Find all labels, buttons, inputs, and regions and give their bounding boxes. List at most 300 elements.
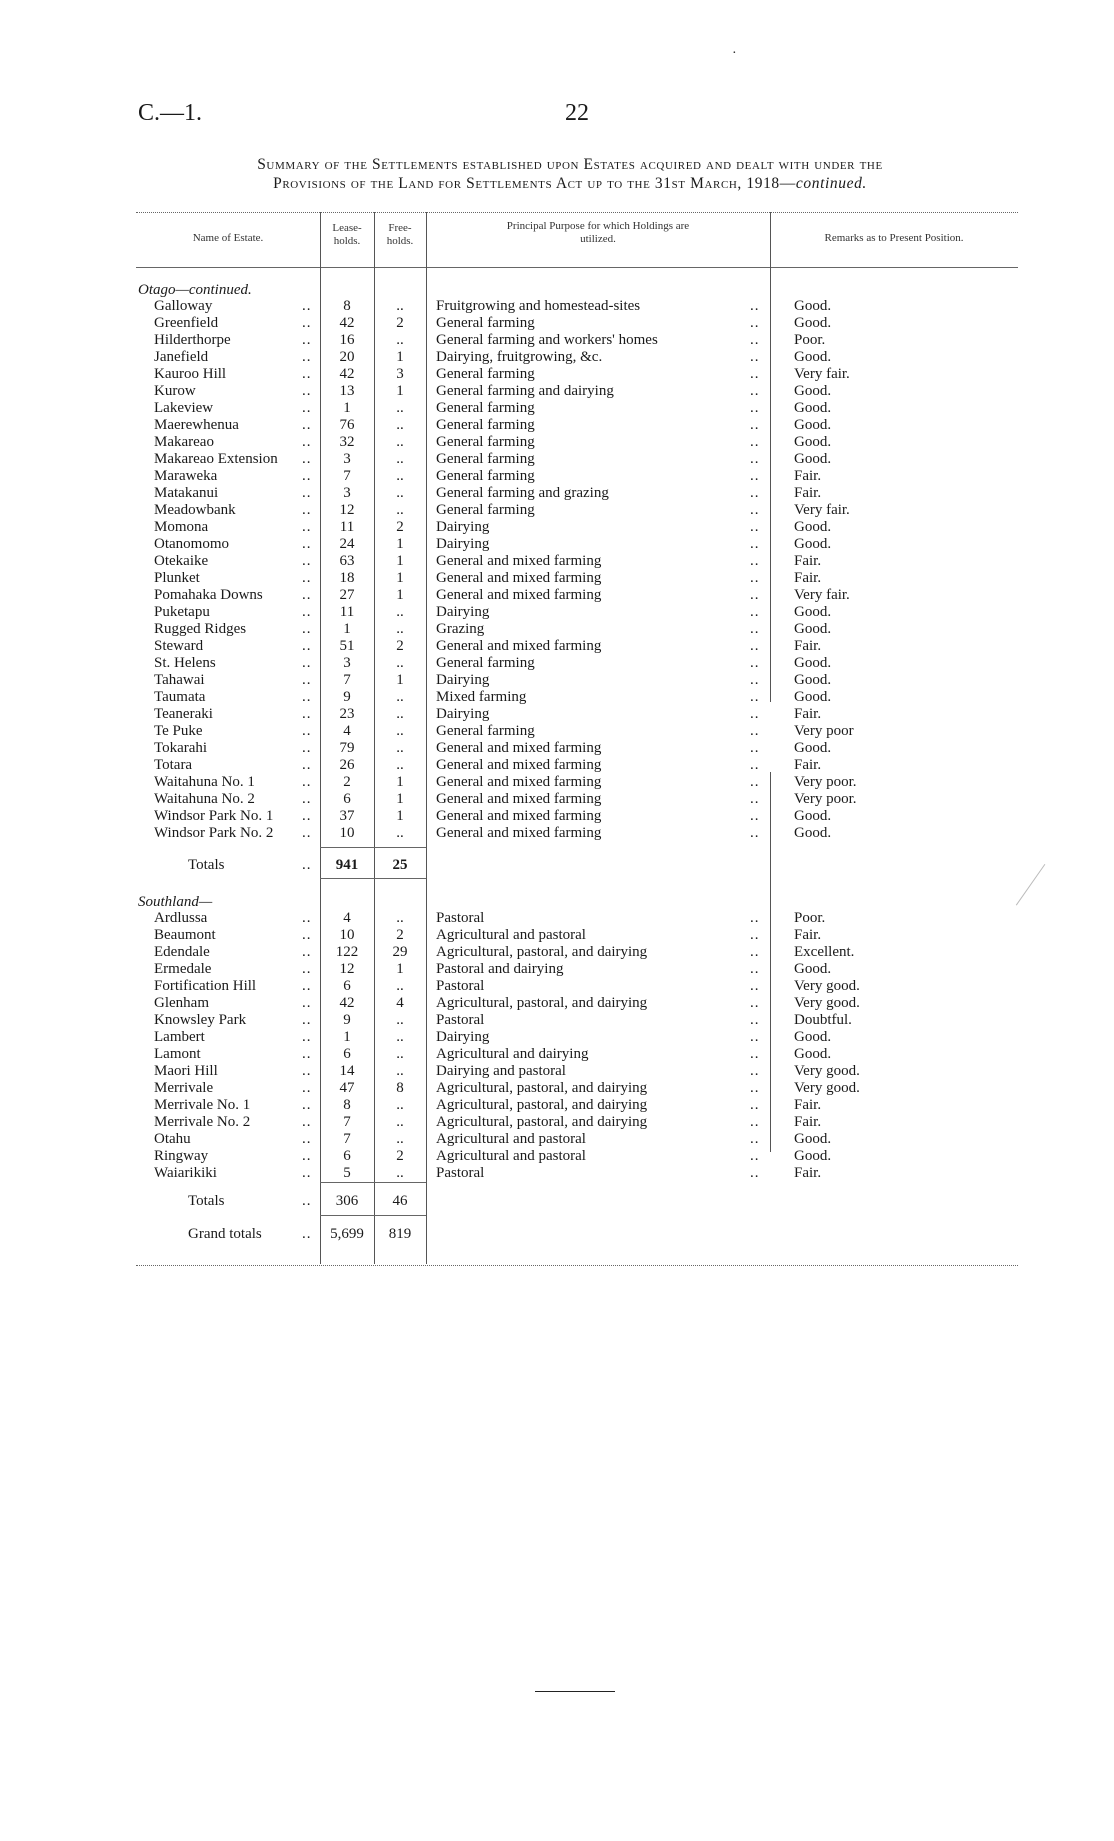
leaseholds-value: 51 [339,638,355,654]
leader-dots: .. [750,332,760,348]
freeholds-value: 1 [396,961,404,977]
leader-dots: .. [302,400,312,416]
freeholds-value: .. [396,485,404,501]
remarks-text: Fair. [794,638,822,654]
purpose-text: General farming [436,400,535,416]
table-row [136,1029,1018,1046]
purpose-text: General and mixed farming [436,638,602,654]
leaseholds-value: 2 [343,774,351,790]
leader-dots: .. [750,961,760,977]
table-row [136,791,1018,808]
freeholds-value: .. [396,502,404,518]
leader-dots: .. [750,638,760,654]
leader-dots: .. [750,553,760,569]
purpose-text: General farming [436,655,535,671]
estate-name: Teaneraki [154,706,213,722]
purpose-text: General and mixed farming [436,825,602,841]
freeholds-value: .. [396,1046,404,1062]
freeholds-value: 1 [396,791,404,807]
leader-dots: .. [750,978,760,994]
document-reference: C.—1. [138,100,203,126]
estate-name: Greenfield [154,315,219,331]
leader-dots: .. [750,791,760,807]
purpose-text: General farming [436,723,535,739]
freeholds-value: 1 [396,349,404,365]
estate-name: Meadowbank [154,502,236,518]
page-number: 22 [565,100,589,126]
leader-dots: .. [750,1148,760,1164]
estate-name: Rugged Ridges [154,621,247,637]
totals-rule [320,1182,426,1183]
table-row [136,587,1018,604]
table-title-line-2: Provisions of the Land for Settlements Act up to the 31st March, 1918—continued. [273,175,867,192]
leader-dots: .. [302,774,312,790]
leader-dots: .. [302,1148,312,1164]
remarks-text: Good. [794,298,832,314]
remarks-text: Good. [794,655,832,671]
purpose-text: Agricultural, pastoral, and dairying [436,1097,648,1113]
totals-rule [320,878,426,879]
purpose-text: General and mixed farming [436,587,602,603]
estate-name: Taumata [154,689,206,705]
leader-dots: .. [302,553,312,569]
totals-label: Totals [188,857,225,873]
leader-dots: .. [750,451,760,467]
remarks-text: Good. [794,400,832,416]
leader-dots: .. [302,1114,312,1130]
leader-dots: .. [750,349,760,365]
leader-dots: .. [750,434,760,450]
leader-dots: .. [302,1063,312,1079]
freeholds-value: 3 [396,366,404,382]
leader-dots: .. [302,808,312,824]
leader-dots: .. [750,995,760,1011]
leaseholds-value: 14 [339,1063,355,1079]
remarks-text: Fair. [794,1165,822,1181]
freeholds-value: .. [396,434,404,450]
leader-dots: .. [750,536,760,552]
table-row [136,1097,1018,1114]
purpose-text: Dairying [436,672,490,688]
freeholds-value: 2 [396,519,404,535]
remarks-text: Good. [794,740,832,756]
leader-dots: .. [302,706,312,722]
stray-pencil-mark [1016,864,1046,906]
leader-dots: .. [302,536,312,552]
freeholds-value: 2 [396,315,404,331]
totals-leaseholds: 306 [335,1193,359,1209]
table-row [136,689,1018,706]
purpose-text: Pastoral and dairying [436,961,564,977]
leader-dots: .. [302,366,312,382]
freeholds-value: .. [396,825,404,841]
leader-dots: .. [302,791,312,807]
remarks-text: Good. [794,621,832,637]
leaseholds-value: 47 [339,1080,355,1096]
table-row [136,366,1018,383]
estate-name: Waitahuna No. 2 [154,791,255,807]
leader-dots: .. [302,604,312,620]
table-row [136,519,1018,536]
leaseholds-value: 79 [339,740,355,756]
leaseholds-value: 5 [343,1165,351,1181]
estate-name: Matakanui [154,485,219,501]
remarks-text: Good. [794,689,832,705]
leader-dots: .. [750,757,760,773]
purpose-text: Mixed farming [436,689,527,705]
estate-name: Totara [154,757,193,773]
purpose-text: Pastoral [436,978,485,994]
totals-leaseholds: 941 [335,857,359,873]
leader-dots: .. [750,1029,760,1045]
remarks-text: Fair. [794,553,822,569]
remarks-text: Very poor [794,723,854,739]
purpose-text: General and mixed farming [436,570,602,586]
leaseholds-value: 10 [339,927,355,943]
remarks-text: Fair. [794,1114,822,1130]
table-row [136,1114,1018,1131]
freeholds-value: 1 [396,536,404,552]
leader-dots: .. [302,570,312,586]
table-row [136,400,1018,417]
leader-dots: .. [750,1114,760,1130]
remarks-text: Good. [794,536,832,552]
leader-dots: .. [302,417,312,433]
leader-dots: .. [750,1080,760,1096]
leader-dots: .. [302,383,312,399]
freeholds-value: 1 [396,587,404,603]
freeholds-value: .. [396,417,404,433]
remarks-text: Good. [794,808,832,824]
purpose-text: Agricultural, pastoral, and dairying [436,995,648,1011]
table-row [136,944,1018,961]
leaseholds-value: 63 [339,553,355,569]
leader-dots: .. [750,1012,760,1028]
table-row [136,1063,1018,1080]
leader-dots: .. [750,1063,760,1079]
leaseholds-value: 4 [343,723,351,739]
table-row [136,927,1018,944]
estate-name: Pomahaka Downs [154,587,263,603]
purpose-text: Dairying [436,1029,490,1045]
table-row [136,1080,1018,1097]
table-row [136,995,1018,1012]
table-row [136,961,1018,978]
purpose-text: General and mixed farming [436,553,602,569]
remarks-text: Good. [794,349,832,365]
leader-dots: .. [302,638,312,654]
freeholds-value: 2 [396,927,404,943]
settlements-table [136,212,1018,1266]
totals-rule [320,847,426,848]
purpose-text: Dairying, fruitgrowing, &c. [436,349,603,365]
table-row [136,298,1018,315]
table-row [136,672,1018,689]
estate-name: Fortification Hill [154,978,257,994]
estate-name: Kauroo Hill [154,366,227,382]
leaseholds-value: 3 [343,485,351,501]
remarks-text: Fair. [794,706,822,722]
grand-totals-freeholds: 819 [388,1226,412,1242]
leaseholds-value: 9 [343,689,351,705]
estate-name: Plunket [154,570,200,586]
remarks-text: Fair. [794,927,822,943]
freeholds-value: .. [396,1063,404,1079]
table-row [136,774,1018,791]
leaseholds-value: 3 [343,451,351,467]
estate-name: Ringway [154,1148,209,1164]
leader-dots: .. [302,757,312,773]
leader-dots: .. [302,1131,312,1147]
leader-dots: .. [750,383,760,399]
leaseholds-value: 13 [339,383,355,399]
leader-dots: .. [750,485,760,501]
leaseholds-value: 42 [339,315,355,331]
purpose-text: General farming [436,451,535,467]
estate-name: Windsor Park No. 1 [154,808,274,824]
leader-dots: .. [302,332,312,348]
estate-name: Kurow [154,383,196,399]
estate-name: Momona [154,519,209,535]
leaseholds-value: 1 [343,400,351,416]
estate-name: Merrivale [154,1080,214,1096]
continued-label: continued. [795,175,867,192]
purpose-text: Agricultural and pastoral [436,1148,586,1164]
leader-dots: .. [302,672,312,688]
leader-dots: .. [302,857,312,873]
leaseholds-value: 16 [339,332,355,348]
table-row [136,315,1018,332]
leader-dots: .. [750,315,760,331]
leaseholds-value: 42 [339,995,355,1011]
estate-name: Maerewhenua [154,417,239,433]
leader-dots: .. [302,655,312,671]
leader-dots: .. [750,468,760,484]
leaseholds-value: 7 [343,1114,351,1130]
grand-totals-row [136,1226,1018,1243]
estate-name: Janefield [154,349,209,365]
table-row [136,451,1018,468]
leader-dots: .. [750,366,760,382]
grand-totals-label: Grand totals [188,1226,262,1242]
remarks-text: Fair. [794,485,822,501]
leader-dots: .. [750,1131,760,1147]
leaseholds-value: 9 [343,1012,351,1028]
table-row [136,910,1018,927]
end-rule [535,1691,615,1692]
estate-name: Waitahuna No. 1 [154,774,255,790]
freeholds-value: .. [396,621,404,637]
purpose-text: Agricultural and pastoral [436,1131,586,1147]
table-row [136,757,1018,774]
otago-totals-row [136,857,1018,874]
purpose-text: General and mixed farming [436,740,602,756]
table-row [136,706,1018,723]
purpose-text: Dairying [436,536,490,552]
leader-dots: .. [750,400,760,416]
purpose-text: General farming [436,315,535,331]
leader-dots: .. [750,655,760,671]
remarks-text: Good. [794,825,832,841]
leader-dots: .. [302,519,312,535]
remarks-text: Good. [794,1131,832,1147]
leaseholds-value: 23 [339,706,355,722]
remarks-text: Good. [794,519,832,535]
col-header-purpose: Principal Purpose for which Holdings are utilized. [506,220,690,245]
estate-name: Waiarikiki [154,1165,217,1181]
estate-name: Tokarahi [154,740,208,756]
leader-dots: .. [302,961,312,977]
remarks-text: Good. [794,1148,832,1164]
estate-name: Tahawai [154,672,205,688]
purpose-text: Agricultural, pastoral, and dairying [436,1080,648,1096]
leaseholds-value: 76 [339,417,355,433]
estate-name: Edendale [154,944,210,960]
leader-dots: .. [302,349,312,365]
freeholds-value: .. [396,978,404,994]
remarks-text: Good. [794,672,832,688]
leaseholds-value: 11 [339,519,355,535]
purpose-text: Grazing [436,621,485,637]
estate-name: Te Puke [154,723,203,739]
leader-dots: .. [750,774,760,790]
leader-dots: .. [750,1165,760,1181]
remarks-text: Good. [794,961,832,977]
leader-dots: .. [750,927,760,943]
leader-dots: .. [302,1046,312,1062]
remarks-text: Fair. [794,468,822,484]
leaseholds-value: 8 [343,1097,351,1113]
freeholds-value: 1 [396,672,404,688]
remarks-text: Very poor. [794,774,857,790]
leader-dots: .. [302,944,312,960]
leaseholds-value: 6 [343,1046,351,1062]
freeholds-value: 1 [396,383,404,399]
leaseholds-value: 1 [343,1029,351,1045]
leader-dots: .. [750,502,760,518]
estate-name: Otahu [154,1131,191,1147]
leader-dots: .. [302,451,312,467]
freeholds-value: 1 [396,570,404,586]
estate-name: Ermedale [154,961,212,977]
leader-dots: .. [302,468,312,484]
estate-name: Ardlussa [154,910,208,926]
table-title-line-1: Summary of the Settlements established upon Estates acquired and dealt with under the [257,156,883,173]
purpose-text: Pastoral [436,1012,485,1028]
freeholds-value: .. [396,604,404,620]
leader-dots: .. [302,1165,312,1181]
freeholds-value: .. [396,740,404,756]
leaseholds-value: 6 [343,1148,351,1164]
southland-totals-row [136,1193,1018,1210]
estate-name: Maori Hill [154,1063,218,1079]
leader-dots: .. [302,910,312,926]
leaseholds-value: 26 [339,757,355,773]
estate-name: Otekaike [154,553,209,569]
freeholds-value: 1 [396,553,404,569]
estate-name: Puketapu [154,604,210,620]
freeholds-value: .. [396,1131,404,1147]
leader-dots: .. [750,944,760,960]
leader-dots: .. [302,825,312,841]
leader-dots: .. [750,1097,760,1113]
table-row [136,1012,1018,1029]
remarks-text: Very good. [794,995,860,1011]
table-row [136,604,1018,621]
table-row [136,825,1018,842]
remarks-text: Good. [794,604,832,620]
table-row [136,740,1018,757]
freeholds-value: .. [396,1165,404,1181]
table-row [136,1148,1018,1165]
leader-dots: .. [302,298,312,314]
table-row [136,349,1018,366]
leader-dots: .. [302,315,312,331]
leaseholds-value: 4 [343,910,351,926]
leaseholds-value: 7 [343,1131,351,1147]
totals-rule [320,1215,426,1216]
freeholds-value: .. [396,400,404,416]
totals-label: Totals [188,1193,225,1209]
remarks-text: Poor. [794,910,826,926]
col-header-freeholds: Free- holds. [386,222,414,247]
leader-dots: .. [302,434,312,450]
freeholds-value: 2 [396,638,404,654]
leader-dots: .. [302,723,312,739]
table-row [136,638,1018,655]
freeholds-value: .. [396,1012,404,1028]
table-row [136,621,1018,638]
leader-dots: .. [750,672,760,688]
leader-dots: .. [750,689,760,705]
remarks-text: Good. [794,417,832,433]
purpose-text: Agricultural and pastoral [436,927,586,943]
remarks-text: Good. [794,1046,832,1062]
purpose-text: General and mixed farming [436,757,602,773]
estate-name: Merrivale No. 1 [154,1097,251,1113]
freeholds-value: .. [396,468,404,484]
estate-name: Maraweka [154,468,218,484]
table-row [136,502,1018,519]
grand-totals-leaseholds: 5,699 [330,1226,364,1242]
leader-dots: .. [750,570,760,586]
purpose-text: General and mixed farming [436,808,602,824]
purpose-text: General farming [436,502,535,518]
leaseholds-value: 8 [343,298,351,314]
leader-dots: .. [302,621,312,637]
estate-name: Galloway [154,298,213,314]
freeholds-value: .. [396,655,404,671]
remarks-text: Very poor. [794,791,857,807]
leaseholds-value: 42 [339,366,355,382]
section-heading-otago: Otago—continued. [138,282,252,298]
table-top-rule [136,212,1018,213]
remarks-text: Good. [794,451,832,467]
col-header-remarks: Remarks as to Present Position. [824,232,964,244]
purpose-text: Agricultural, pastoral, and dairying [436,1114,648,1130]
remarks-text: Very fair. [794,366,850,382]
leader-dots: .. [302,927,312,943]
leader-dots: .. [302,740,312,756]
remarks-text: Fair. [794,570,822,586]
leaseholds-value: 27 [339,587,355,603]
purpose-text: Dairying [436,706,490,722]
remarks-text: Very fair. [794,587,850,603]
leader-dots: .. [302,1029,312,1045]
leader-dots: .. [750,587,760,603]
leader-dots: .. [302,978,312,994]
estate-name: Lamont [154,1046,201,1062]
